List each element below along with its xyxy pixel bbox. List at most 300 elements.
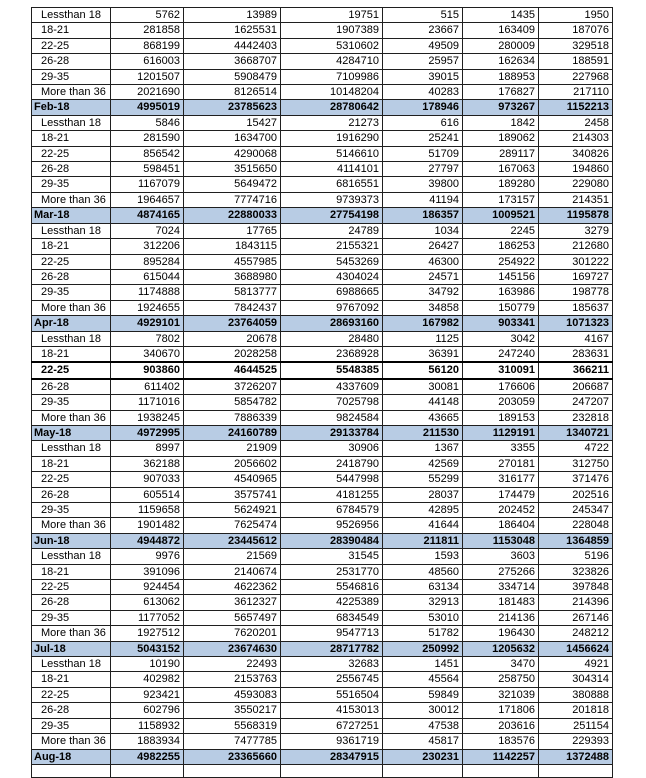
cell-value: 1174888 [111,285,184,300]
cell-value: 42569 [383,456,463,471]
cell-value: 4644525 [184,362,281,378]
cell-value: 4290068 [184,146,281,161]
age-group-row [32,657,613,672]
cell-value: 24571 [383,269,463,284]
cell-value: 189062 [463,131,539,146]
cell-value: 176606 [463,379,539,395]
cell-value: 323826 [539,564,613,579]
cell-value: 185637 [539,300,613,315]
cell-value: 4874165 [111,208,184,223]
cell-value: 23667 [383,23,463,38]
age-group-row [32,472,613,487]
cell-value: 3612327 [184,595,281,610]
cell-value: 1009521 [463,208,539,223]
age-group-label: Lessthan 18 [32,657,111,672]
age-group-row [32,379,613,395]
cell-value: 258750 [463,672,539,687]
cell-value: 13989 [184,8,281,23]
month-summary-row [32,641,613,656]
age-group-row [32,223,613,238]
cell-value: 42895 [383,503,463,518]
month-label: Jun-18 [32,533,111,548]
cell-value: 4995019 [111,100,184,115]
cell-value: 228048 [539,518,613,533]
cell-value: 5657497 [184,610,281,625]
cell-value: 895284 [111,254,184,269]
age-group-label: 22-25 [32,38,111,53]
cell-value: 4557985 [184,254,281,269]
cell-value: 856542 [111,146,184,161]
cell-value: 7842437 [184,300,281,315]
cell-value: 47538 [383,718,463,733]
cell-value: 3355 [463,441,539,456]
cell-value: 3279 [539,223,613,238]
cell-value: 340670 [111,346,184,362]
cell-value: 186253 [463,239,539,254]
age-group-label: Lessthan 18 [32,331,111,346]
empty-cell [281,764,383,777]
cell-value: 5310602 [281,38,383,53]
cell-value: 2458 [539,115,613,130]
cell-value: 51709 [383,146,463,161]
cell-value: 41194 [383,192,463,207]
cell-value: 4225389 [281,595,383,610]
cell-value: 28717782 [281,641,383,656]
cell-value: 167063 [463,162,539,177]
age-group-label: 18-21 [32,564,111,579]
cell-value: 23365660 [184,749,281,764]
cell-value: 371476 [539,472,613,487]
month-label: May-18 [32,425,111,440]
cell-value: 924454 [111,580,184,595]
cell-value: 3668707 [184,54,281,69]
cell-value: 214303 [539,131,613,146]
cell-value: 34792 [383,285,463,300]
cell-value: 8126514 [184,85,281,100]
age-group-row [32,23,613,38]
cell-value: 615044 [111,269,184,284]
cell-value: 267146 [539,610,613,625]
age-group-row [32,331,613,346]
cell-value: 34858 [383,300,463,315]
cell-value: 30012 [383,703,463,718]
cell-value: 7477785 [184,734,281,749]
cell-value: 1916290 [281,131,383,146]
cell-value: 25241 [383,131,463,146]
cell-value: 206687 [539,379,613,395]
cell-value: 9824584 [281,410,383,425]
cell-value: 1034 [383,223,463,238]
age-group-label: Lessthan 18 [32,549,111,564]
age-group-row [32,285,613,300]
age-group-row [32,595,613,610]
cell-value: 59849 [383,687,463,702]
cell-value: 186357 [383,208,463,223]
cell-value: 4284710 [281,54,383,69]
cell-value: 321039 [463,687,539,702]
cell-value: 9767092 [281,300,383,315]
cell-value: 31545 [281,549,383,564]
cell-value: 9976 [111,549,184,564]
cell-value: 4722 [539,441,613,456]
cell-value: 45817 [383,734,463,749]
cell-value: 229393 [539,734,613,749]
cell-value: 5813777 [184,285,281,300]
empty-cell [383,764,463,777]
age-group-row [32,115,613,130]
empty-cell [111,764,184,777]
cell-value: 5196 [539,549,613,564]
age-group-label: 26-28 [32,162,111,177]
cell-value: 30081 [383,379,463,395]
cell-value: 25957 [383,54,463,69]
cell-value: 340826 [539,146,613,161]
data-table-container [31,7,613,778]
age-group-label: 22-25 [32,146,111,161]
cell-value: 20678 [184,331,281,346]
age-group-row [32,239,613,254]
cell-value: 7109986 [281,69,383,84]
cell-value: 214351 [539,192,613,207]
cell-value: 9526956 [281,518,383,533]
cell-value: 39015 [383,69,463,84]
cell-value: 616 [383,115,463,130]
cell-value: 171806 [463,703,539,718]
cell-value: 611402 [111,379,184,395]
cell-value: 181483 [463,595,539,610]
cell-value: 1195878 [539,208,613,223]
cell-value: 39800 [383,177,463,192]
cell-value: 1167079 [111,177,184,192]
cell-value: 51782 [383,626,463,641]
age-group-label: 22-25 [32,580,111,595]
cell-value: 46300 [383,254,463,269]
age-group-label: Lessthan 18 [32,441,111,456]
cell-value: 201818 [539,703,613,718]
cell-value: 903341 [463,316,539,331]
cell-value: 9361719 [281,734,383,749]
cell-value: 2245 [463,223,539,238]
cell-value: 10148204 [281,85,383,100]
month-label: Mar-18 [32,208,111,223]
cell-value: 7774716 [184,192,281,207]
cell-value: 167982 [383,316,463,331]
cell-value: 22880033 [184,208,281,223]
cell-value: 150779 [463,300,539,315]
age-group-row [32,269,613,284]
cell-value: 5854782 [184,395,281,410]
cell-value: 7886339 [184,410,281,425]
cell-value: 275266 [463,564,539,579]
cell-value: 281858 [111,23,184,38]
cell-value: 28480 [281,331,383,346]
cell-value: 24160789 [184,425,281,440]
cell-value: 907033 [111,472,184,487]
cell-value: 1129191 [463,425,539,440]
cell-value: 3688980 [184,269,281,284]
age-group-label: More than 36 [32,626,111,641]
month-label: Aug-18 [32,749,111,764]
cell-value: 45564 [383,672,463,687]
month-label: Apr-18 [32,316,111,331]
cell-value: 1152213 [539,100,613,115]
cell-value: 973267 [463,100,539,115]
cell-value: 198778 [539,285,613,300]
cell-value: 29133784 [281,425,383,440]
cell-value: 23674630 [184,641,281,656]
cell-value: 2153763 [184,672,281,687]
age-group-row [32,518,613,533]
cell-value: 63134 [383,580,463,595]
age-group-row [32,610,613,625]
cell-value: 312206 [111,239,184,254]
cell-value: 4181255 [281,487,383,502]
age-group-label: 29-35 [32,177,111,192]
age-group-label: More than 36 [32,85,111,100]
cell-value: 280009 [463,38,539,53]
cell-value: 1964657 [111,192,184,207]
cell-value: 1177052 [111,610,184,625]
age-group-row [32,456,613,471]
cell-value: 43665 [383,410,463,425]
cell-value: 1927512 [111,626,184,641]
cell-value: 613062 [111,595,184,610]
month-summary-row [32,533,613,548]
cell-value: 55299 [383,472,463,487]
cell-value: 248212 [539,626,613,641]
cell-value: 15427 [184,115,281,130]
cell-value: 211811 [383,533,463,548]
cell-value: 1158932 [111,718,184,733]
cell-value: 10190 [111,657,184,672]
cell-value: 310091 [463,362,539,378]
cell-value: 2028258 [184,346,281,362]
cell-value: 366211 [539,362,613,378]
cell-value: 8997 [111,441,184,456]
cell-value: 4442403 [184,38,281,53]
cell-value: 4929101 [111,316,184,331]
cell-value: 5548385 [281,362,383,378]
cell-value: 1625531 [184,23,281,38]
age-group-row [32,487,613,502]
cell-value: 5453269 [281,254,383,269]
age-group-row [32,146,613,161]
cell-value: 289117 [463,146,539,161]
cell-value: 5146610 [281,146,383,161]
age-group-row [32,131,613,146]
cell-value: 4114101 [281,162,383,177]
cell-value: 4593083 [184,687,281,702]
cell-value: 3575741 [184,487,281,502]
age-group-row [32,85,613,100]
cell-value: 178946 [383,100,463,115]
cell-value: 2556745 [281,672,383,687]
age-group-row [32,162,613,177]
age-group-label: 29-35 [32,610,111,625]
cell-value: 304314 [539,672,613,687]
cell-value: 7802 [111,331,184,346]
cell-value: 5762 [111,8,184,23]
cell-value: 5043152 [111,641,184,656]
monthly-age-breakdown-table [31,7,613,778]
cell-value: 391096 [111,564,184,579]
cell-value: 1364859 [539,533,613,548]
cell-value: 1883934 [111,734,184,749]
cell-value: 397848 [539,580,613,595]
cell-value: 868199 [111,38,184,53]
cell-value: 217110 [539,85,613,100]
cell-value: 281590 [111,131,184,146]
age-group-row [32,177,613,192]
cell-value: 1901482 [111,518,184,533]
cell-value: 174479 [463,487,539,502]
age-group-row [32,672,613,687]
cell-value: 196430 [463,626,539,641]
age-group-label: 26-28 [32,595,111,610]
month-summary-row [32,208,613,223]
cell-value: 1593 [383,549,463,564]
cell-value: 1950 [539,8,613,23]
cell-value: 28347915 [281,749,383,764]
cell-value: 3603 [463,549,539,564]
cell-value: 7620201 [184,626,281,641]
age-group-row [32,718,613,733]
cell-value: 6727251 [281,718,383,733]
cell-value: 189280 [463,177,539,192]
cell-value: 211530 [383,425,463,440]
cell-value: 162634 [463,54,539,69]
cell-value: 28780642 [281,100,383,115]
cell-value: 173157 [463,192,539,207]
cell-value: 4972995 [111,425,184,440]
cell-value: 187076 [539,23,613,38]
cell-value: 283631 [539,346,613,362]
cell-value: 22493 [184,657,281,672]
cell-value: 5649472 [184,177,281,192]
cell-value: 4622362 [184,580,281,595]
empty-cell [32,764,111,777]
partial-clipped-row [32,764,613,777]
cell-value: 4153013 [281,703,383,718]
cell-value: 5516504 [281,687,383,702]
cell-value: 53010 [383,610,463,625]
cell-value: 5568319 [184,718,281,733]
cell-value: 230231 [383,749,463,764]
age-group-row [32,300,613,315]
cell-value: 1367 [383,441,463,456]
month-summary-row [32,749,613,764]
age-group-row [32,626,613,641]
cell-value: 212680 [539,239,613,254]
cell-value: 188953 [463,69,539,84]
cell-value: 17765 [184,223,281,238]
age-group-label: 29-35 [32,718,111,733]
cell-value: 4921 [539,657,613,672]
month-label: Feb-18 [32,100,111,115]
cell-value: 19751 [281,8,383,23]
cell-value: 229080 [539,177,613,192]
cell-value: 163409 [463,23,539,38]
cell-value: 903860 [111,362,184,378]
cell-value: 6816551 [281,177,383,192]
cell-value: 145156 [463,269,539,284]
month-summary-row [32,425,613,440]
cell-value: 362188 [111,456,184,471]
age-group-label: 29-35 [32,69,111,84]
cell-value: 36391 [383,346,463,362]
cell-value: 312750 [539,456,613,471]
cell-value: 186404 [463,518,539,533]
age-group-label: 18-21 [32,672,111,687]
cell-value: 21569 [184,549,281,564]
cell-value: 49509 [383,38,463,53]
age-group-label: More than 36 [32,410,111,425]
cell-value: 250992 [383,641,463,656]
age-group-row [32,395,613,410]
cell-value: 214136 [463,610,539,625]
cell-value: 5908479 [184,69,281,84]
age-group-row [32,192,613,207]
age-group-row [32,564,613,579]
age-group-label: More than 36 [32,518,111,533]
cell-value: 270181 [463,456,539,471]
cell-value: 4304024 [281,269,383,284]
table-body [32,8,613,778]
age-group-label: 29-35 [32,395,111,410]
cell-value: 9739373 [281,192,383,207]
cell-value: 251154 [539,718,613,733]
cell-value: 1071323 [539,316,613,331]
cell-value: 30906 [281,441,383,456]
cell-value: 380888 [539,687,613,702]
age-group-row [32,8,613,23]
cell-value: 1435 [463,8,539,23]
cell-value: 32683 [281,657,383,672]
cell-value: 194860 [539,162,613,177]
cell-value: 6784579 [281,503,383,518]
cell-value: 1842 [463,115,539,130]
cell-value: 1456624 [539,641,613,656]
cell-value: 5546816 [281,580,383,595]
month-summary-row [32,100,613,115]
age-group-label: 26-28 [32,54,111,69]
cell-value: 7025798 [281,395,383,410]
age-group-row [32,441,613,456]
cell-value: 3726207 [184,379,281,395]
cell-value: 232818 [539,410,613,425]
cell-value: 254922 [463,254,539,269]
age-group-label: 26-28 [32,487,111,502]
cell-value: 1340721 [539,425,613,440]
cell-value: 2140674 [184,564,281,579]
cell-value: 602796 [111,703,184,718]
age-group-row [32,69,613,84]
age-group-label: More than 36 [32,192,111,207]
cell-value: 1907389 [281,23,383,38]
age-group-label: 22-25 [32,254,111,269]
cell-value: 28037 [383,487,463,502]
cell-value: 9547713 [281,626,383,641]
age-group-row [32,549,613,564]
month-summary-row [32,316,613,331]
cell-value: 163986 [463,285,539,300]
cell-value: 32913 [383,595,463,610]
cell-value: 923421 [111,687,184,702]
cell-value: 203059 [463,395,539,410]
age-group-row [32,503,613,518]
cell-value: 1171016 [111,395,184,410]
age-group-row [32,38,613,53]
